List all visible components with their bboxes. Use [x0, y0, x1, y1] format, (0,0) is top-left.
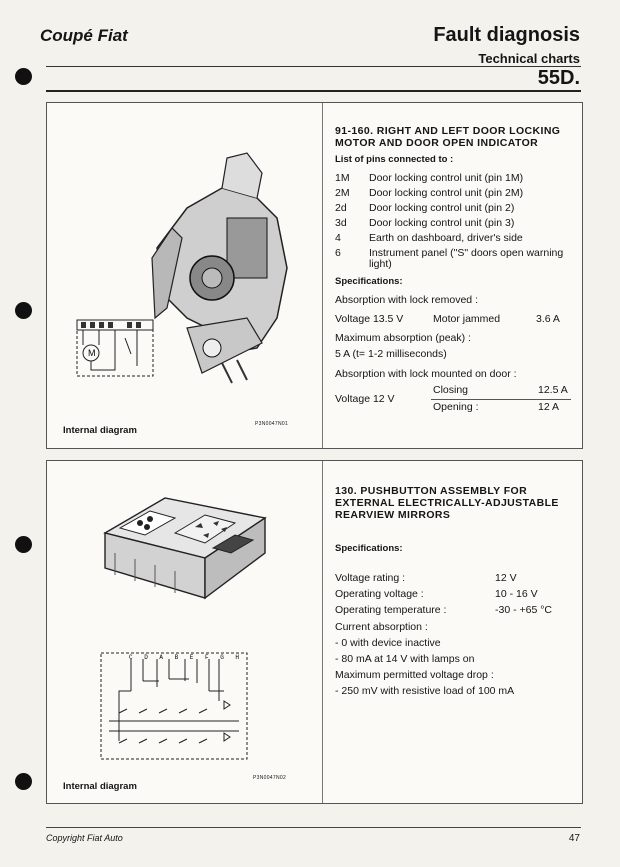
page-title: Fault diagnosis	[433, 24, 580, 46]
spec-value: -30 - +65 °C	[495, 604, 553, 616]
pin-desc: Instrument panel ("S" doors open warning light)	[369, 247, 564, 270]
pin-code: 3d	[335, 217, 347, 229]
spec-row	[335, 603, 571, 619]
internal-diagram-caption: Internal diagram	[63, 781, 137, 792]
binder-hole	[15, 536, 32, 553]
image-code: P3N0047N02	[253, 775, 287, 781]
panel2-text	[335, 485, 571, 699]
component-panel-door-lock	[46, 102, 583, 449]
pin-desc: Door locking control unit (pin 2)	[369, 202, 515, 214]
component-heading: 130. PUSHBUTTON ASSEMBLY FOR EXTERNAL ELECTRICALLY-ADJUSTABLE REARVIEW MIRRORS	[335, 485, 559, 521]
closing-label: Closing	[433, 384, 469, 396]
pin-code: 6	[335, 247, 341, 259]
panel-divider	[322, 103, 323, 448]
pin-code: 4	[335, 232, 341, 244]
pins-label: List of pins connected to :	[335, 154, 454, 165]
spec-label-text: Operating temperature :	[335, 604, 447, 616]
pin-code: 2d	[335, 202, 347, 214]
pin-desc: Door locking control unit (pin 3)	[369, 217, 515, 229]
copyright: Copyright Fiat Auto	[46, 833, 123, 843]
page-subtitle: Technical charts	[478, 51, 580, 66]
pin-code: 1M	[335, 172, 350, 184]
footer-rule	[46, 827, 581, 828]
pin-row	[335, 246, 571, 272]
pin-list	[335, 171, 571, 272]
spec-row	[335, 312, 571, 330]
spec-label: Specifications:	[335, 276, 403, 287]
spec-value: 12 V	[495, 572, 517, 584]
pin-row	[335, 186, 571, 201]
pin-code: 2M	[335, 187, 350, 199]
voltage-drop-value: - 250 mV with resistive load of 100 mA	[335, 685, 515, 697]
motor-circuit-diagram	[75, 318, 155, 378]
pin-desc: Door locking control unit (pin 1M)	[369, 172, 524, 184]
pin-desc: Door locking control unit (pin 2M)	[369, 187, 524, 199]
spec-label-text: Operating voltage :	[335, 588, 424, 600]
page-number: 47	[568, 833, 580, 844]
brand-title: Coupé Fiat	[40, 26, 128, 45]
pin-row	[335, 171, 571, 186]
pin-row	[335, 231, 571, 246]
binder-hole	[15, 773, 32, 790]
max-absorption-value: 5 A (t= 1-2 milliseconds)	[335, 348, 447, 360]
spec-row	[335, 587, 571, 603]
door-lock-motor-illustration	[127, 148, 317, 388]
image-code: P3N0047N01	[255, 421, 289, 427]
binder-hole	[15, 68, 32, 85]
max-absorption-label: Maximum absorption (peak) :	[335, 332, 471, 344]
absorption-label: Absorption with lock removed :	[335, 294, 478, 306]
motor-jammed-label: Motor jammed	[433, 313, 501, 325]
pin-desc: Earth on dashboard, driver's side	[369, 232, 523, 244]
current-item: - 80 mA at 14 V with lamps on	[335, 653, 475, 665]
panel1-text	[335, 125, 571, 416]
voltage-drop-label: Maximum permitted voltage drop :	[335, 669, 494, 681]
binder-hole	[15, 302, 32, 319]
internal-diagram-caption: Internal diagram	[63, 425, 137, 436]
component-heading: 91-160. RIGHT AND LEFT DOOR LOCKING MOTOR AND DOOR OPEN INDICATOR	[335, 125, 561, 149]
motor-jammed-value: 3.6 A	[536, 313, 560, 325]
spec-label-text: Voltage rating :	[335, 572, 406, 584]
opening-value: 12 A	[538, 401, 560, 413]
spec-label: Specifications:	[335, 543, 403, 554]
pushbutton-assembly-illustration	[95, 493, 270, 608]
pin-row	[335, 216, 571, 231]
header-rule-thick	[46, 90, 581, 92]
door-spec-block	[335, 384, 571, 416]
current-label: Current absorption :	[335, 621, 428, 633]
voltage-b: Voltage 12 V	[335, 393, 395, 405]
spec-row	[335, 571, 571, 587]
spec-list	[335, 571, 571, 619]
current-item: - 0 with device inactive	[335, 637, 441, 649]
absorption-door-label: Absorption with lock mounted on door :	[335, 368, 517, 380]
header-rule	[46, 66, 581, 67]
voltage-a: Voltage 13.5 V	[335, 313, 404, 325]
component-panel-mirror-switch	[46, 460, 583, 804]
svg-text:M: M	[88, 348, 96, 358]
spec-value: 10 - 16 V	[495, 588, 538, 600]
pin-row	[335, 201, 571, 216]
mirror-switch-circuit-diagram	[99, 651, 249, 761]
opening-label: Opening :	[433, 401, 479, 413]
closing-value: 12.5 A	[538, 384, 568, 396]
panel-divider	[322, 461, 323, 803]
page-code: 55D.	[537, 67, 580, 89]
terminal-letters: C D A B E F G H	[129, 654, 244, 661]
